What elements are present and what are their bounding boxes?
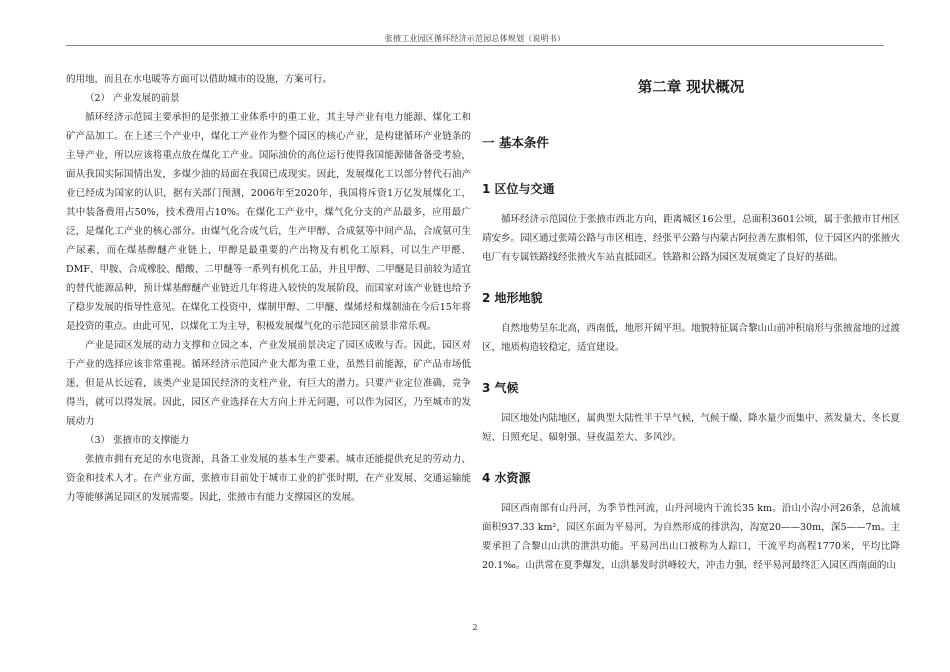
continued-paragraph: 的用地，而且在水电暖等方面可以借助城市的设施，方案可行。 bbox=[66, 74, 333, 85]
page-number: 2 bbox=[472, 623, 478, 632]
paragraph-water-resources: 园区西南部有山丹河，为季节性河流，山丹河境内干流长35 km。沿山小沟小河26条，总流域面积937.33 km²，园区东面为平易河，为自然形成的排洪沟，沟宽20——30m，深5——7m。主要承担了合黎山山洪的泄洪功能。平易河出山口被称为人踪口，干流平均高程1770米，平均比降20.1‰。山洪常在夏季爆发，山洪暴发时洪峰较大，冲击力强，经平易河最终汇入园区西南面的山 bbox=[482, 503, 900, 571]
running-header: 张掖工业园区循环经济示范园总体规划（说明书） bbox=[384, 34, 566, 43]
paragraph-industry-choice: 产业是园区发展的动力支撑和立园之本，产业发展前景决定了园区成败与否。因此，园区对于产业的选择应该非常重视。循环经济示范园产业大都为重工业，虽然目前能源，矿产品市场低迷，但是从长远看，该类产业是国民经济的支柱产业，有巨大的潜力。只要产业定位准确，竞争得当，就可以得发展。因此，园区产业选择在大方向上并无问题，可以作为园区，乃至城市的发展动力 bbox=[66, 340, 471, 427]
paragraph-industry-prospects: 循环经济示范园主要承担的是张掖工业体系中的重工业，其主导产业有电力能源、煤化工和矿产品加工。在上述三个产业中，煤化工产业作为整个园区的核心产业，是构建循环产业链条的主导产业，所以应该将重点放在煤化工产业。国际油价的高位运行使得我国能源储备备受考验，面从我国实际国情出发，多煤少油的局面在我国已成现实。因此，发展煤化工以部分替代石油产业已经成为国家的认识，据有关部门预测，2006年至2020年，我国将斥资1万亿发展煤化工，其中装备费用占50%，技术费用占10%。在煤化工产业中，煤气化分支的产品最多，应用最广泛，是煤化工产业的核心部分。由煤气化合成气后，生产甲醇、合成氨等中间产品，合成氨可生产尿素，而在煤基醇醚产业链上，甲醇是最重要的产出物及有机化工原料，可以生产甲醛、DMF、甲胺、合成橡胶、醋酸、二甲醚等一系列有机化工品，并且甲醇、二甲醚是目前较为适宜的替代能源品种，预计煤基醇醚产业链近几年将进入较快的发展阶段，而国家对该产业链也给予了稳步发展的指导性意见。在煤化工投资中，煤制甲醇、二甲醚、煤烯烃和煤制油在今后15年将是投资的重点。由此可见，以煤化工为主导，积极发展煤气化的示范园区前景非常乐观。 bbox=[66, 112, 471, 332]
paragraph-climate: 园区地处内陆地区，属典型大陆性半干旱气候，气候干燥、降水量少而集中、蒸发量大、冬长夏短、日照充足、辐射强、昼夜温差大、多风沙。 bbox=[482, 413, 901, 443]
header-rule bbox=[66, 45, 884, 46]
subsection-terrain: 2 地形地貌 bbox=[482, 291, 543, 305]
section-heading-basic-conditions: 一 基本条件 bbox=[482, 135, 549, 150]
subsection-water-resources: 4 水资源 bbox=[482, 471, 531, 485]
subheading-industry-prospects: （2） 产业发展的前景 bbox=[85, 93, 180, 104]
subsection-location-transport: 1 区位与交通 bbox=[482, 182, 555, 196]
subsection-climate: 3 气候 bbox=[482, 381, 519, 395]
left-column bbox=[66, 70, 471, 507]
paragraph-city-support: 张掖市拥有充足的水电资源，具备工业发展的基本生产要素。城市还能提供充足的劳动力、资金和技术人才。在产业方面，张掖市目前处于城市工业的扩张时期，在产业发展、交通运输能力等能够满足园区的发展需要。因此，张掖市有能力支撑园区的发展。 bbox=[66, 454, 471, 503]
paragraph-location-transport: 循环经济示范园位于张掖市西北方向，距离城区16公里，总面积3601公顷，属于张掖市甘州区靖安乡。园区通过张靖公路与市区相连，经张平公路与内蒙古阿拉善左旗相邻，位于园区内的张掖火电厂有专属铁路线经张掖火车站直抵园区。铁路和公路为园区发展奠定了良好的基础。 bbox=[482, 214, 901, 263]
right-column bbox=[482, 70, 900, 575]
chapter-title: 第二章 现状概况 bbox=[637, 80, 745, 96]
paragraph-terrain: 自然地势呈东北高，西南低，地形开阔平坦。地貌特征属合黎山山前冲积扇形与张掖盆地的过渡区，地质构造较稳定，适宜建设。 bbox=[482, 323, 901, 353]
subheading-city-support: （3） 张掖市的支撑能力 bbox=[85, 435, 190, 446]
